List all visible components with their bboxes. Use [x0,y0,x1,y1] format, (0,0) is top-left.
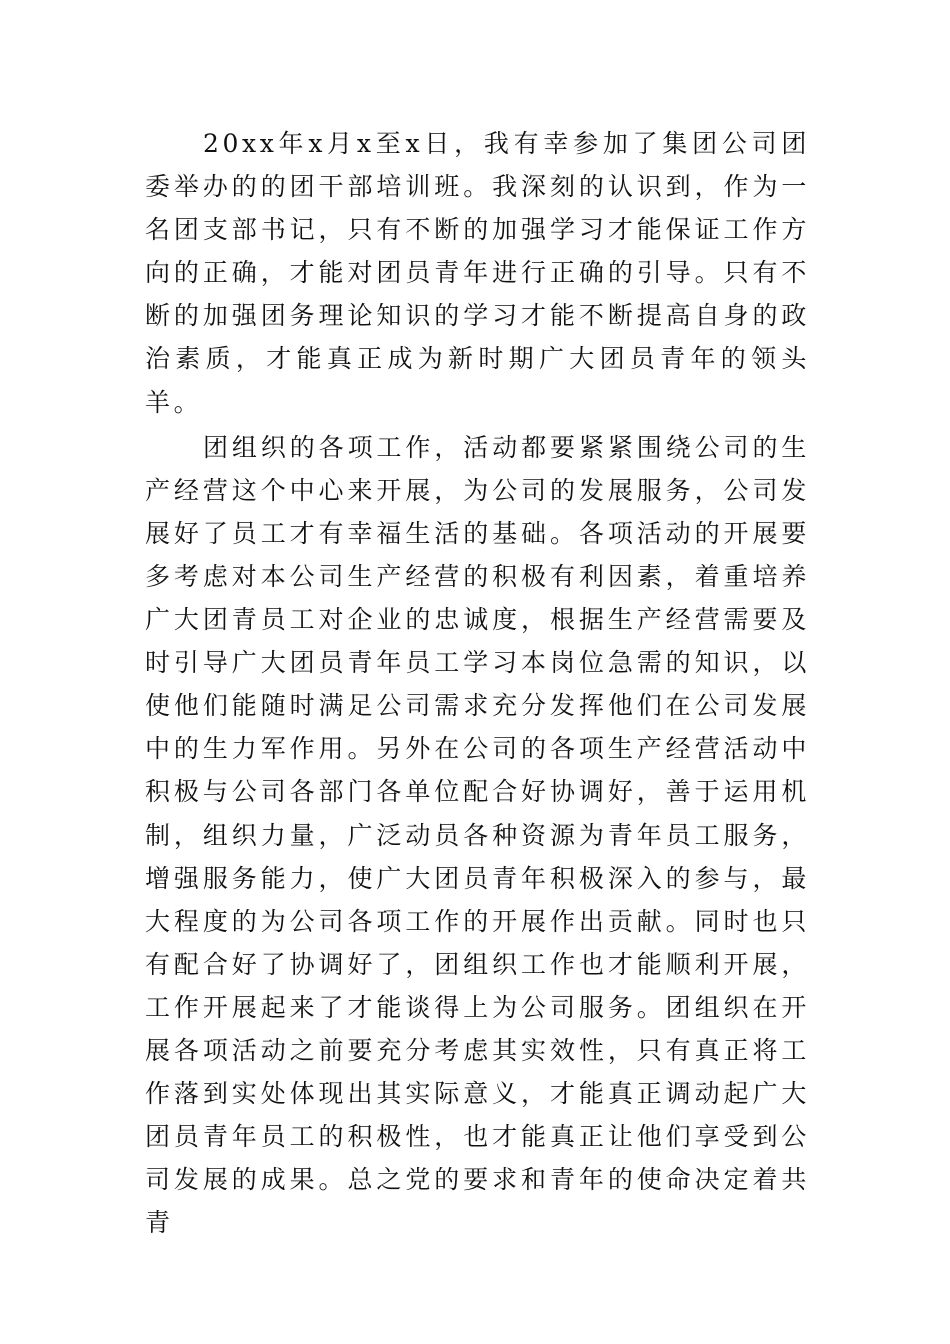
paragraph-1: 20xx年x月x至x日，我有幸参加了集团公司团委举办的的团干部培训班。我深刻的认识到，作为一名团支部书记，只有不断的加强学习才能保证工作方向的正确，才能对团员青年进行正确的引导。只有不断的加强团务理论知识的学习才能不断提高自身的政治素质，才能真正成为新时期广大团员青年的领头羊。 [145,129,810,417]
document-body [145,122,810,1246]
paragraph-2: 团组织的各项工作，活动都要紧紧围绕公司的生产经营这个中心来开展，为公司的发展服务，公司发展好了员工才有幸福生活的基础。各项活动的开展要多考虑对本公司生产经营的积极有利因素，着重培养广大团青员工对企业的忠诚度，根据生产经营需要及时引导广大团员青年员工学习本岗位急需的知识，以使他们能随时满足公司需求充分发挥他们在公司发展中的生力军作用。另外在公司的各项生产经营活动中积极与公司各部门各单位配合好协调好，善于运用机制，组织力量，广泛动员各种资源为青年员工服务，增强服务能力，使广大团员青年积极深入的参与，最大程度的为公司各项工作的开展作出贡献。同时也只有配合好了协调好了，团组织工作也才能顺利开展，工作开展起来了才能谈得上为公司服务。团组织在开展各项活动之前要充分考虑其实效性，只有真正将工作落到实处体现出其实际意义，才能真正调动起广大团员青年员工的积极性，也才能真正让他们享受到公司发展的成果。总之党的要求和青年的使命决定着共青 [145,432,810,1238]
